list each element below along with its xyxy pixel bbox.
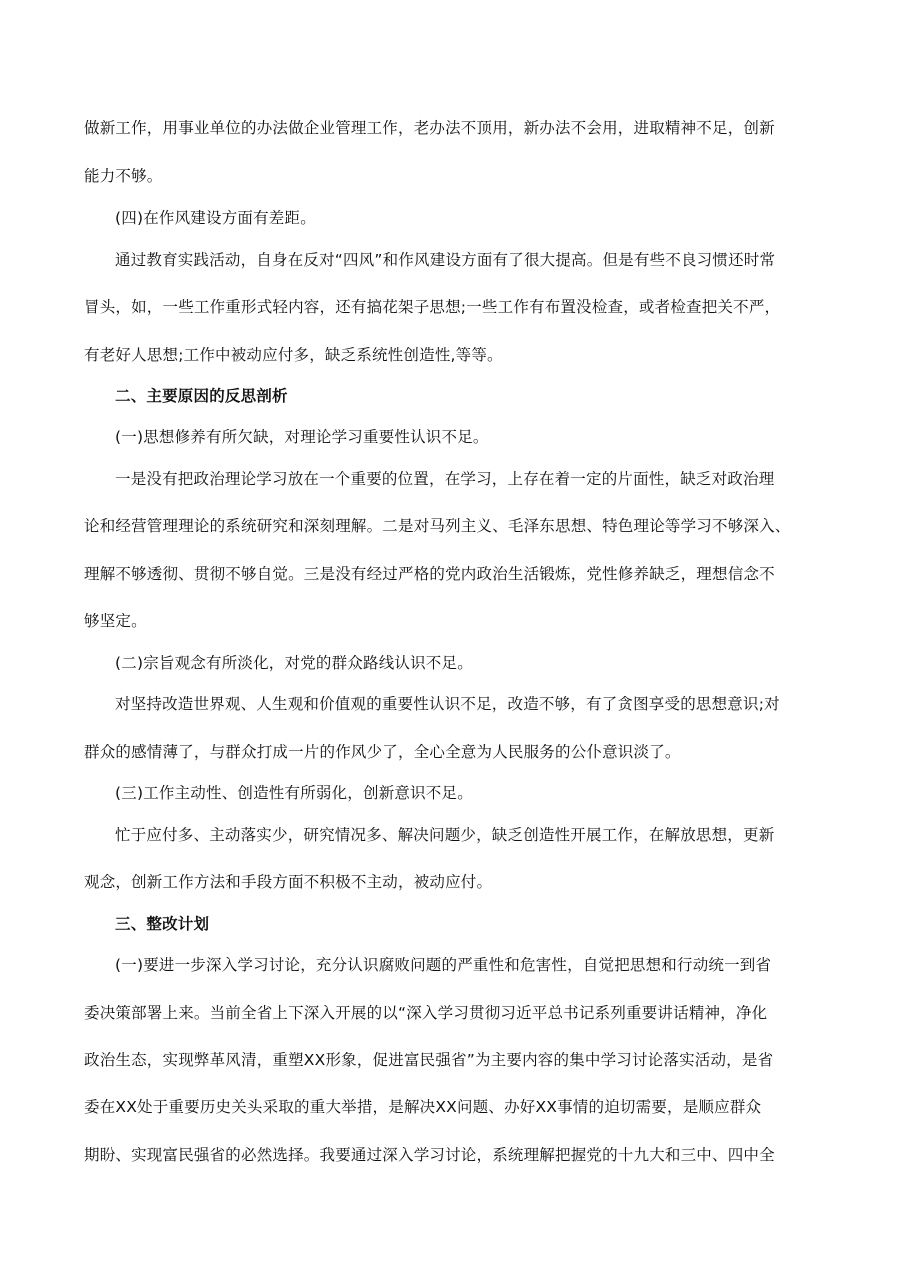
body-text-line: 冒头，如，一些工作重形式轻内容，还有搞花架子思想;一些工作有布置没检查，或者检查把关不严， [84, 298, 781, 316]
subsection-heading: (四)在作风建设方面有差距。 [115, 209, 316, 227]
section-heading: 二、主要原因的反思剖析 [115, 387, 288, 405]
body-text-line: 群众的感情薄了，与群众打成一片的作风少了，全心全意为人民服务的公仆意识淡了。 [84, 743, 681, 761]
body-text-line: 观念，创新工作方法和手段方面不积极不主动，被动应付。 [84, 873, 493, 891]
body-text-line: 能力不够。 [84, 167, 163, 185]
body-text-line: (一)要进一步深入学习讨论，充分认识腐败问题的严重性和危害性，自觉把思想和行动统一到省 [115, 956, 772, 974]
body-text-line: 理解不够透彻、贯彻不够自觉。三是没有经过严格的党内政治生活锻炼，党性修养缺乏，理想信念不 [84, 565, 775, 583]
subsection-heading: (二)宗旨观念有所淡化，对党的群众路线认识不足。 [115, 654, 473, 672]
subsection-heading: (三)工作主动性、创造性有所弱化，创新意识不足。 [115, 784, 473, 802]
body-text-line: 够坚定。 [84, 612, 147, 630]
body-text-line: 期盼、实现富民强省的必然选择。我要通过深入学习讨论，系统理解把握党的十九大和三中、四中全 [84, 1146, 775, 1164]
body-text-line: 通过教育实践活动，自身在反对“四风”和作风建设方面有了很大提高。但是有些不良习惯还时常 [115, 251, 776, 269]
body-text-line: 论和经营管理理论的系统研究和深刻理解。二是对马列主义、毛泽东思想、特色理论等学习不够深入、 [84, 517, 791, 535]
body-text-line: 一是没有把政治理论学习放在一个重要的位置，在学习，上存在着一定的片面性，缺乏对政治理 [115, 470, 775, 488]
subsection-heading: (一)思想修养有所欠缺，对理论学习重要性认识不足。 [115, 428, 489, 446]
body-text-line: 做新工作，用事业单位的办法做企业管理工作，老办法不顶用，新办法不会用，进取精神不足，创新 [84, 119, 775, 137]
body-text-line: 委在XX处于重要历史关头采取的重大举措，是解决XX问题、办好XX事情的迫切需要，是顺应群众 [84, 1098, 762, 1116]
body-text-line: 有老好人思想;工作中被动应付多，缺乏系统性创造性,等等。 [84, 346, 503, 364]
body-text-line: 忙于应付多、主动落实少，研究情况多、解决问题少，缺乏创造性开展工作，在解放思想，更新 [115, 826, 775, 844]
body-text-line: 委决策部署上来。当前全省上下深入开展的以“深入学习贯彻习近平总书记系列重要讲话精神，净化 [84, 1004, 768, 1022]
body-text-line: 对坚持改造世界观、人生观和价值观的重要性认识不足，改造不够，有了贪图享受的思想意识;对 [115, 695, 780, 713]
body-text-line: 政治生态，实现弊革风清，重塑XX形象，促进富民强省”为主要内容的集中学习讨论落实活动，是省 [84, 1051, 774, 1069]
section-heading: 三、整改计划 [115, 915, 210, 933]
